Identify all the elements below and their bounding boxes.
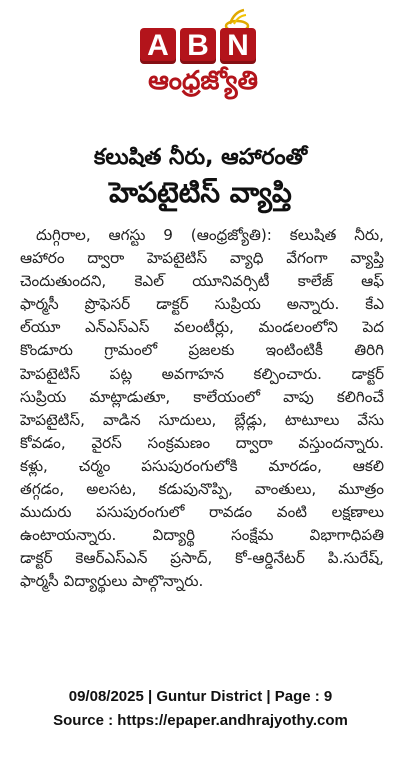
article-line: ఉంటాయన్నారు. విద్యార్థి సంక్షేమ విభాగాధిపతి bbox=[20, 526, 384, 545]
footer-date-edition: 09/08/2025 | Guntur District | Page : 9 bbox=[68, 688, 333, 705]
article-line: ఆహారం ద్వారా హెపటైటిస్ వ్యాధి వేగంగా వ్యాప్తి bbox=[20, 249, 384, 268]
article-body bbox=[20, 224, 384, 594]
abn-logo bbox=[140, 28, 256, 64]
masthead bbox=[0, 0, 401, 118]
article-line: కళ్లు, చర్మం పసుపురంగులోకి మారడం, ఆకలి bbox=[20, 456, 384, 475]
logo-letter: A bbox=[140, 28, 176, 64]
headline-kicker: కలుషిత నీరు, ఆహారంతో bbox=[93, 145, 308, 170]
source-footer bbox=[0, 685, 401, 733]
logo-subtitle: ఆంధ్రజ్యోతి bbox=[148, 66, 258, 96]
article-line: ల్‌యూ ఎన్ఎస్ఎస్ వలంటీర్లు, మండలంలోని పెద bbox=[20, 318, 384, 337]
article-line: తగ్గడం, అలసట, కడుపునొప్పి, వాంతులు, మూత్రం bbox=[20, 480, 384, 499]
article-line: ఫార్మసీ ప్రొఫెసర్ డాక్టర్ సుప్రియ అన్నారు. కేఎ bbox=[20, 295, 384, 314]
footer-source-url: Source : https://epaper.andhrajyothy.com bbox=[53, 712, 348, 729]
logo-letter: N bbox=[220, 28, 256, 64]
article-line: ఫార్మసీ విద్యార్థులు పాల్గొన్నారు. bbox=[20, 572, 204, 591]
article-line: సుప్రియ మాట్లాడుతూ, కాలేయంలో వాపు కలిగించే bbox=[20, 387, 384, 406]
headline-main: హెపటైటిస్ వ్యాప్తి bbox=[109, 176, 292, 209]
logo-letter: B bbox=[180, 28, 216, 64]
article-line: హెపటైటిస్, వాడిన సూదులు, బ్లేడ్లు, టాటూలు వేసు bbox=[20, 410, 384, 429]
article-line: చెందుతుందని, కెఎల్ యూనివర్సిటీ కాలేజ్ ఆఫ్ bbox=[20, 272, 384, 291]
article-line: హెపటైటిస్ పట్ల అవగాహన కల్పించారు. డాక్టర్ bbox=[20, 364, 384, 383]
article-line: కొండూరు గ్రామంలో ప్రజలకు ఇంటింటికీ తిరిగి bbox=[20, 341, 384, 360]
article-line: ముదురు పసుపురంగులో రావడం వంటి లక్షణాలు bbox=[20, 503, 384, 522]
article-line: కోవడం, వైరస్ సంక్రమణం ద్వారా వస్తుందన్నారు. bbox=[20, 433, 384, 452]
article-line: డాక్టర్ కెఆర్ఎస్ఎన్ ప్రసాద్, కో-ఆర్డినేటర్ పి.సురేష్, bbox=[20, 549, 384, 568]
article-line: దుగ్గిరాల, ఆగస్టు 9 (ఆంధ్రజ్యోతి): కలుషిత నీరు, bbox=[36, 226, 384, 244]
